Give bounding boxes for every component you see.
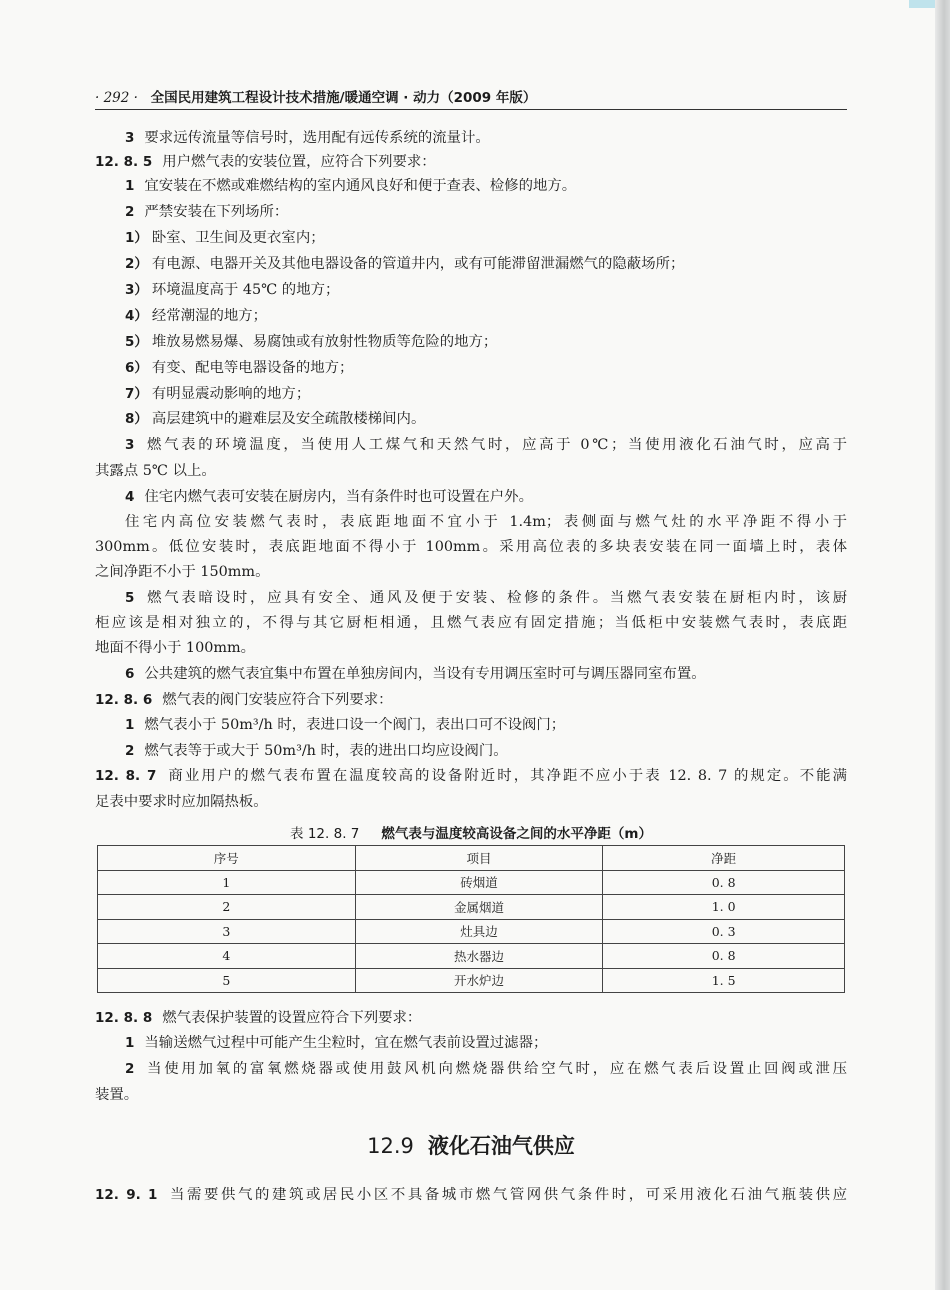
text-line: 足表中要求时应加隔热板。 (95, 794, 268, 810)
list-item: 7） 有明显震动影响的地方； (125, 386, 311, 402)
section-number: 12.9 (367, 1134, 414, 1158)
table-cell: 灶具边 (355, 919, 603, 944)
text-line: 3 燃气表的环境温度，当使用人工煤气和天然气时，应高于 0℃；当使用液化石油气时，应高于 (125, 437, 847, 453)
clause-heading: 12. 8. 7 商业用户的燃气表布置在温度较高的设备附近时，其净距不应小于表 12. 8. 7 的规定。不能满 (95, 768, 847, 784)
text-line: 3 要求远传流量等信号时，选用配有远传系统的流量计。 (125, 130, 490, 146)
table-header-cell: 序号 (98, 846, 356, 871)
table-row (98, 919, 845, 944)
list-item: 5） 堆放易燃易爆、易腐蚀或有放射性物质等危险的地方； (125, 334, 498, 350)
table-cell: 热水器边 (355, 944, 603, 969)
text-line: 1 燃气表小于 50m³/h 时，表进口设一个阀门，表出口可不设阀门； (125, 717, 566, 733)
text-line: 之间净距不小于 150mm。 (95, 564, 270, 580)
clause-heading: 12. 9. 1 当需要供气的建筑或居民小区不具备城市燃气管网供气条件时，可采用液化石油气瓶装供应 (95, 1187, 847, 1203)
running-header (95, 86, 845, 106)
list-item: 3） 环境温度高于 45℃ 的地方； (125, 282, 340, 298)
table-row (98, 895, 845, 920)
text-line: 住宅内高位安装燃气表时，表底距地面不宜小于 1.4m；表侧面与燃气灶的水平净距不得小于 (125, 514, 847, 530)
table-row (98, 870, 845, 895)
text-line: 2 燃气表等于或大于 50m³/h 时，表的进出口均应设阀门。 (125, 743, 508, 759)
table-header-row (98, 846, 845, 871)
section-title: 液化石油气供应 (427, 1134, 575, 1158)
text-line: 1 宜安装在不燃或难燃结构的室内通风良好和便于查表、检修的地方。 (125, 178, 577, 194)
table-cell: 5 (98, 968, 356, 993)
table-cell: 0. 8 (603, 944, 845, 969)
table-cell: 金属烟道 (355, 895, 603, 920)
table-cell: 砖烟道 (355, 870, 603, 895)
list-item: 4） 经常潮湿的地方； (125, 308, 268, 324)
book-title: 全国民用建筑工程设计技术措施/暖通空调 · 动力（2009 年版） (150, 90, 537, 106)
text-line: 其露点 5℃ 以上。 (95, 463, 216, 479)
list-item: 8） 高层建筑中的避难层及安全疏散楼梯间内。 (125, 411, 426, 427)
list-item: 1） 卧室、卫生间及更衣室内； (125, 230, 325, 246)
clause-heading: 12. 8. 8 燃气表保护装置的设置应符合下列要求： (95, 1010, 422, 1026)
text-line: 2 严禁安装在下列场所： (125, 204, 289, 220)
table-cell: 1 (98, 870, 356, 895)
text-line: 柜应该是相对独立的，不得与其它厨柜相通，且燃气表应有固定措施；当低柜中安装燃气表时，表底距 (95, 615, 847, 631)
list-item: 2） 有电源、电器开关及其他电器设备的管道井内，或有可能滞留泄漏燃气的隐蔽场所； (125, 256, 685, 272)
clause-heading: 12. 8. 6 燃气表的阀门安装应符合下列要求： (95, 692, 393, 708)
table-title: 燃气表与温度较高设备之间的水平净距（m） (381, 826, 652, 842)
clearance-table (97, 845, 845, 993)
table-cell: 3 (98, 919, 356, 944)
table-number: 表 12. 8. 7 (290, 826, 360, 842)
text-line: 5 燃气表暗设时，应具有安全、通风及便于安装、检修的条件。当燃气表安装在厨柜内时，该厨 (125, 590, 847, 606)
table-cell: 1. 5 (603, 968, 845, 993)
table-cell: 0. 8 (603, 870, 845, 895)
table-row (98, 944, 845, 969)
table-cell: 2 (98, 895, 356, 920)
book-spine (935, 0, 950, 1290)
table-caption (95, 822, 847, 842)
text-line: 2 当使用加氧的富氧燃烧器或使用鼓风机向燃烧器供给空气时，应在燃气表后设置止回阀或泄压 (125, 1061, 847, 1077)
table-cell: 0. 3 (603, 919, 845, 944)
section-heading (95, 1130, 847, 1160)
table-cell: 开水炉边 (355, 968, 603, 993)
table-cell: 1. 0 (603, 895, 845, 920)
page-number: · 292 · (95, 90, 138, 106)
text-line: 装置。 (95, 1087, 139, 1103)
list-item: 6） 有变、配电等电器设备的地方； (125, 360, 354, 376)
scan-edge-mark (909, 0, 935, 8)
text-line: 4 住宅内燃气表可安装在厨房内，当有条件时也可设置在户外。 (125, 489, 533, 505)
table-header-cell: 净距 (603, 846, 845, 871)
table-row (98, 968, 845, 993)
text-line: 300mm。低位安装时，表底距地面不得小于 100mm。采用高位表的多块表安装在同一面墙上时，表体 (95, 539, 847, 555)
text-line: 地面不得小于 100mm。 (95, 640, 256, 656)
table-header-cell: 项目 (355, 846, 603, 871)
table-cell: 4 (98, 944, 356, 969)
text-line: 1 当输送燃气过程中可能产生尘粒时，宜在燃气表前设置过滤器； (125, 1035, 548, 1051)
header-rule (95, 109, 847, 110)
text-line: 6 公共建筑的燃气表宜集中布置在单独房间内，当设有专用调压室时可与调压器同室布置。 (125, 666, 706, 682)
clause-heading: 12. 8. 5 用户燃气表的安装位置，应符合下列要求： (95, 154, 436, 170)
